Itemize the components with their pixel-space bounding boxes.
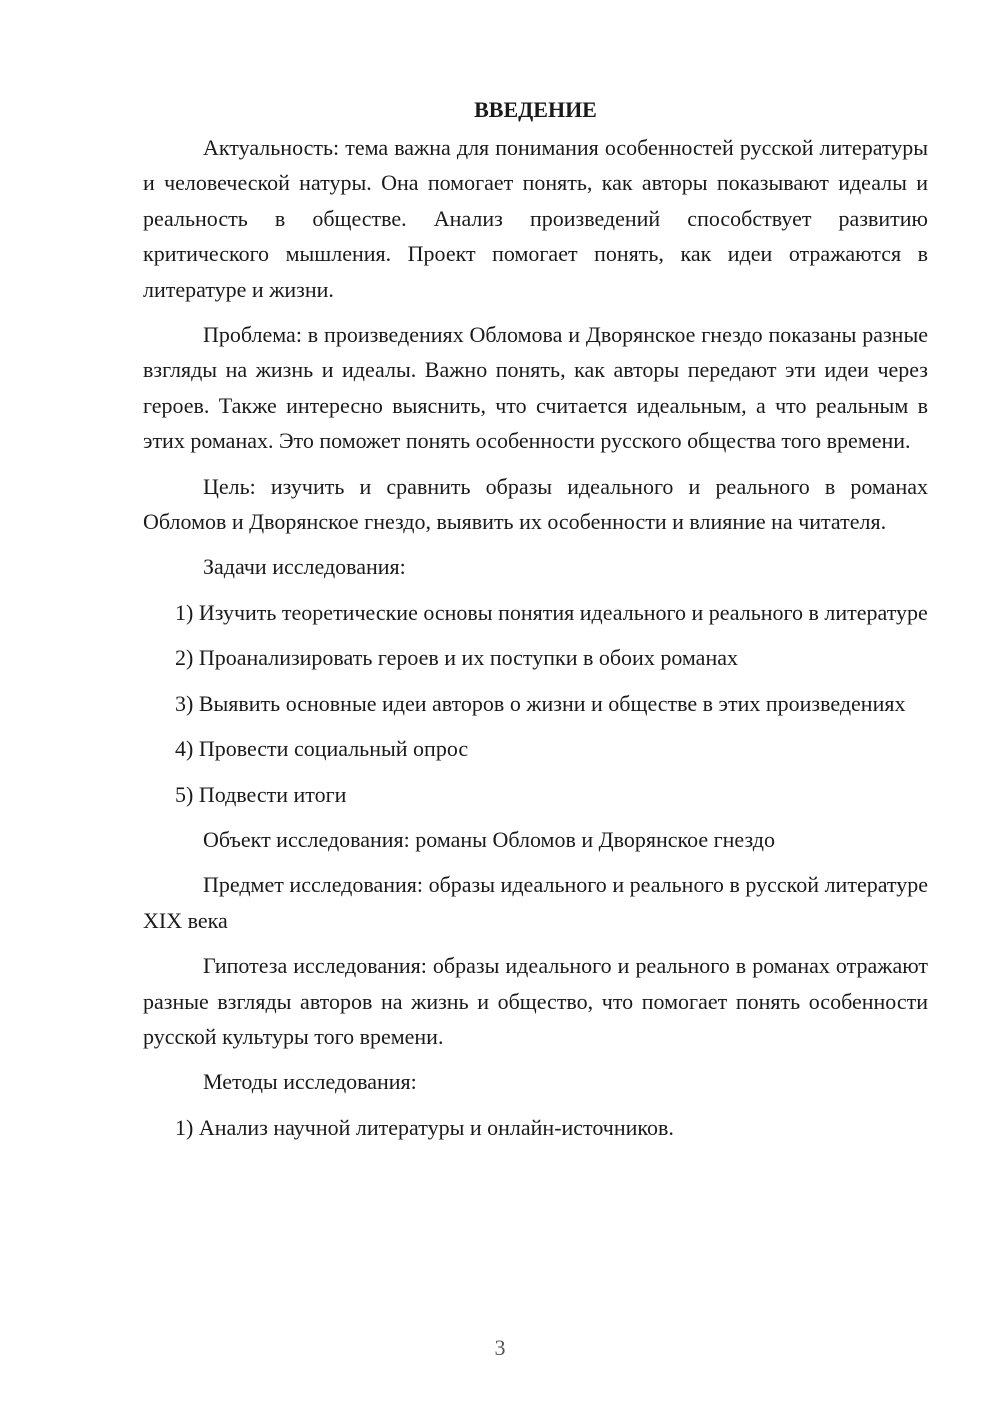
problem-paragraph: Проблема: в произведениях Обломова и Дворянское гнездо показаны разные взгляды на жизнь и идеалы. Важно понять, как авторы передают эти идеи через героев. Также интересно выяснить, что считается идеальным, а что реальным в этих романах. Это поможет понять особенности русского общества того времени. — [143, 322, 928, 454]
object-paragraph: Объект исследования: романы Обломов и Дворянское гнездо — [203, 826, 775, 852]
method-item-1: 1) Анализ научной литературы и онлайн-источников. — [175, 1114, 674, 1140]
section-title: ВВЕДЕНИЕ — [474, 97, 597, 122]
page-number: 3 — [494, 1335, 506, 1360]
page-content — [143, 92, 928, 1155]
goal-paragraph: Цель: изучить и сравнить образы идеального и реального в романах Обломов и Дворянское гнездо, выявить их особенности и влияние на читателя. — [143, 473, 928, 535]
methods-heading: Методы исследования: — [203, 1069, 417, 1095]
subject-paragraph: Предмет исследования: образы идеального и реального в русской литературе XIX века — [143, 872, 928, 933]
task-item-2: 2) Проанализировать героев и их поступки в обоих романах — [175, 645, 738, 671]
task-item-4: 4) Провести социальный опрос — [175, 736, 469, 762]
task-item-1: 1) Изучить теоретические основы понятия идеального и реального в литературе — [175, 599, 928, 625]
task-item-3: 3) Выявить основные идеи авторов о жизни и обществе в этих произведениях — [175, 690, 906, 716]
relevance-paragraph: Актуальность: тема важна для понимания особенностей русской литературы и человеческой натуры. Она помогает понять, как авторы показывают идеалы и реальность в обществе. Анализ произведений способствует развитию критического мышления. Проект помогает понять, как идеи отражаются в литературе и жизни. — [143, 135, 928, 302]
hypothesis-paragraph: Гипотеза исследования: образы идеального и реального в романах отражают разные взгляды авторов на жизнь и общество, что помогает понять особенности русской культуры того времени. — [143, 953, 928, 1049]
task-item-5: 5) Подвести итоги — [175, 781, 347, 807]
tasks-heading: Задачи исследования: — [203, 554, 406, 580]
